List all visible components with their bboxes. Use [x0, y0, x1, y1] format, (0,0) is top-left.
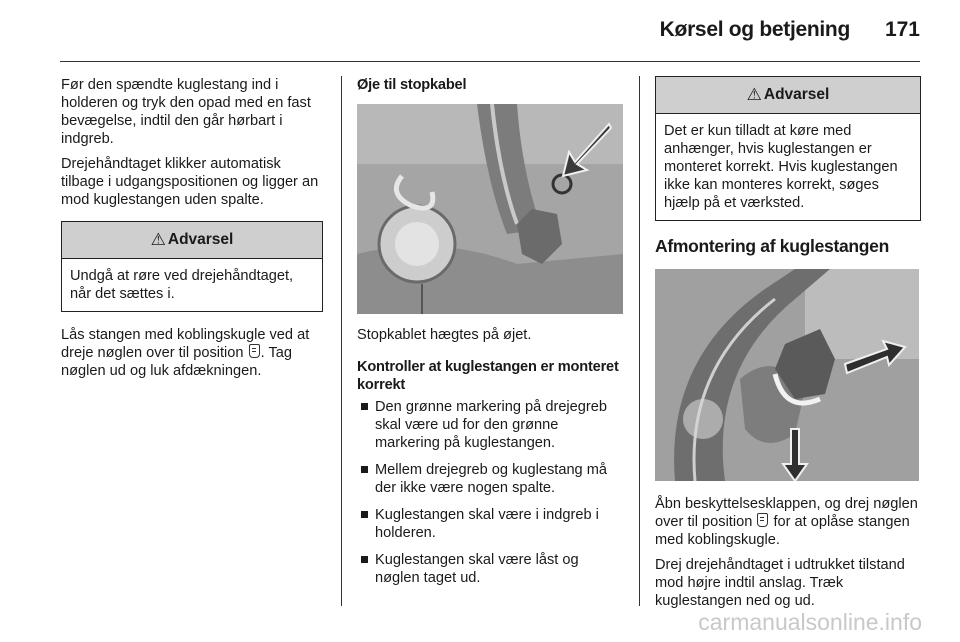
warning-text: Undgå at røre ved drejehåndtaget, når det sættes i. — [70, 268, 294, 302]
bullet-square-icon — [361, 403, 368, 410]
list-item — [357, 506, 625, 542]
list-item — [357, 398, 625, 452]
bullet-square-icon — [361, 511, 368, 518]
paragraph-text: Lås stangen med koblingskugle ved at dreje nøglen over til position — [61, 327, 310, 361]
column-3 — [655, 76, 921, 617]
paragraph: Drejehåndtaget klikker automatisk tilbage i udgangspositionen og ligger an mod kuglestangen uden spalte. — [61, 156, 319, 208]
column-divider — [639, 76, 640, 606]
section-heading: Afmontering af kuglestangen — [655, 236, 890, 256]
bullet-square-icon — [361, 466, 368, 473]
stop-cable-eye-photo — [357, 104, 623, 314]
warning-title: Advarsel — [167, 231, 234, 248]
paragraph: Drej drejehåndtaget i udtrukket tilstand mod højre indtil anslag. Træk kuglestangen ned og ud. — [655, 557, 905, 609]
paragraph-text: for at oplåse stangen med koblingskugle. — [655, 514, 910, 548]
paragraph-text: Åbn beskyttelsesklappen, og drej nøglen over til position — [655, 496, 918, 530]
key-position-icon — [757, 513, 768, 527]
list-item — [357, 551, 625, 587]
watermark: carmanualsonline.info — [698, 609, 922, 635]
list-item-text: Kuglestangen skal være i indgreb i holderen. — [375, 507, 599, 541]
warning-header — [62, 222, 322, 259]
warning-text: Det er kun tilladt at køre med anhænger, hvis kuglestangen er monteret korrekt. Hvis kuglestangen ikke kan monteres korrekt, søges hjælp på et værksted. — [664, 123, 898, 211]
list-item-text: Mellem drejegreb og kuglestang må der ikke være nogen spalte. — [375, 462, 608, 496]
subsection-title: Kontroller at kuglestangen er monteret korrekt — [357, 359, 619, 393]
column-divider — [341, 76, 342, 606]
column-1 — [61, 76, 323, 387]
list-item — [357, 461, 625, 497]
key-position-icon — [249, 344, 260, 358]
photo-caption: Stopkablet hægtes på øjet. — [357, 327, 532, 343]
warning-title: Advarsel — [763, 86, 830, 103]
paragraph-text: . Tag nøglen ud og luk afdækningen. — [61, 345, 292, 379]
removal-photo — [655, 269, 919, 481]
warning-header — [656, 77, 920, 114]
page-number: 171 — [884, 18, 920, 41]
section-title: Kørsel og betjening — [659, 18, 850, 41]
page-header — [0, 0, 960, 62]
checklist — [357, 398, 625, 587]
paragraph — [61, 326, 323, 380]
warning-triangle-icon: ⚠ — [746, 85, 762, 104]
column-2 — [357, 76, 625, 596]
paragraph: Før den spændte kuglestang ind i holderen og tryk den opad med en fast bevægelse, indtil den går hørbart i indgreb. — [61, 77, 311, 147]
warning-triangle-icon: ⚠ — [150, 230, 166, 249]
paragraph — [655, 495, 921, 549]
header-divider — [60, 61, 920, 62]
subsection-title: Øje til stopkabel — [357, 77, 467, 93]
list-item-text: Den grønne markering på drejegreb skal være ud for den grønne markering på kuglestangen. — [375, 399, 608, 451]
bullet-square-icon — [361, 556, 368, 563]
warning-box — [61, 221, 323, 312]
list-item-text: Kuglestangen skal være låst og nøglen taget ud. — [375, 552, 579, 586]
warning-box — [655, 76, 921, 221]
